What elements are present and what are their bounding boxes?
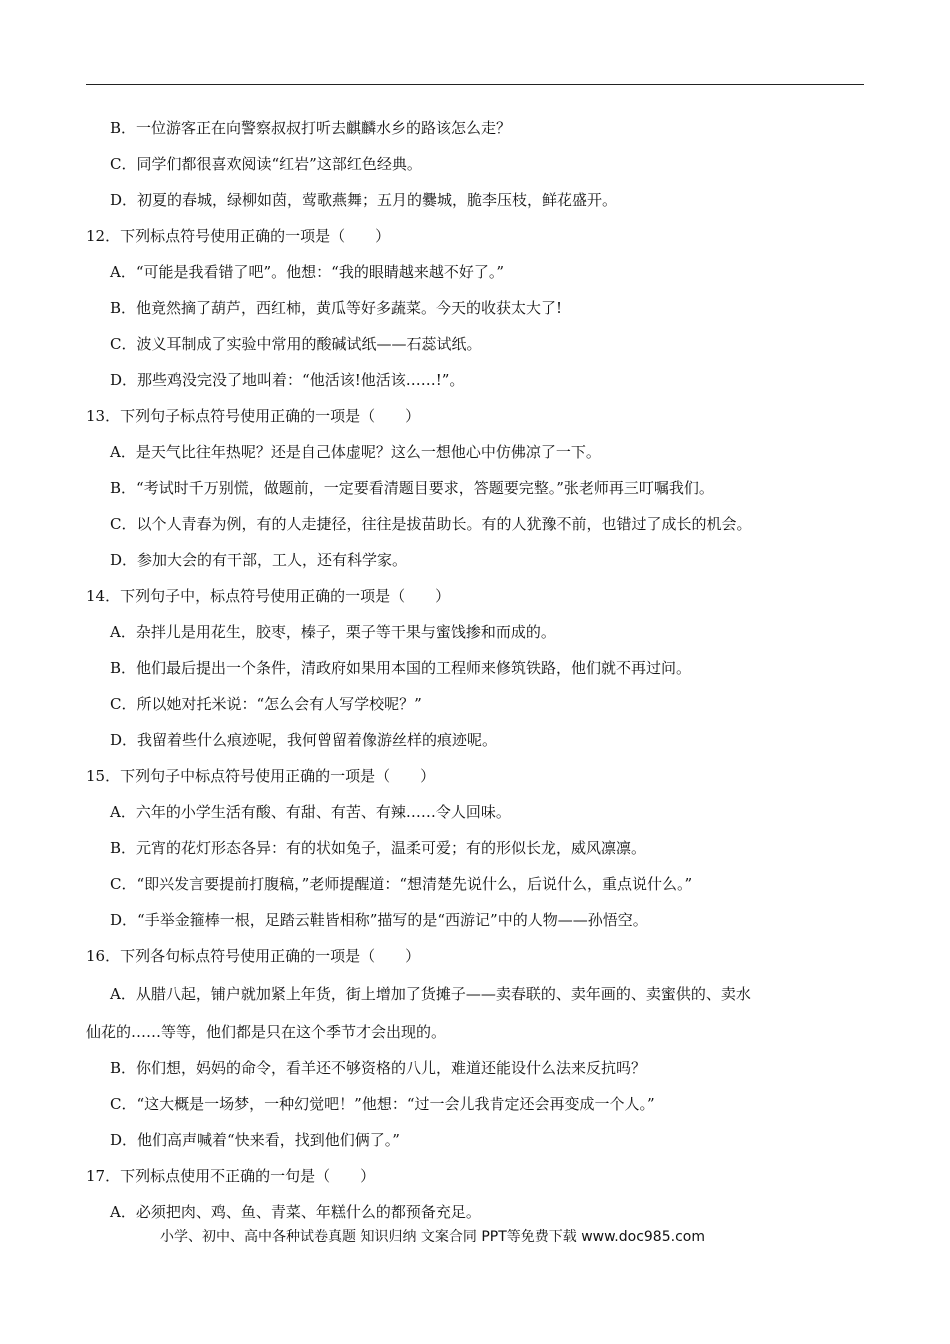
option-line: A．是天气比往年热呢？还是自己体虚呢？这么一想他心中仿佛凉了一下。 (110, 443, 601, 461)
option-line: A．六年的小学生活有酸、有甜、有苦、有辣……令人回味。 (110, 803, 511, 821)
option-line: A．必须把肉、鸡、鱼、青菜、年糕什么的都预备充足。 (110, 1203, 481, 1221)
question-stem: 17．下列标点使用不正确的一句是（ ） (86, 1167, 376, 1185)
option-line: D．那些鸡没完没了地叫着：“他活该!他活该……!”。 (110, 371, 465, 389)
option-continuation: 仙花的……等等，他们都是只在这个季节才会出现的。 (86, 1023, 447, 1041)
option-line: B．“考试时千万别慌，做题前，一定要看清题目要求，答题要完整。”张老师再三叮嘱我们。 (110, 479, 714, 497)
option-line: D．“手举金箍棒一根，足踏云鞋皆相称”描写的是“西游记”中的人物——孙悟空。 (110, 911, 648, 929)
option-line: C．波义耳制成了实验中常用的酸碱试纸——石蕊试纸。 (110, 335, 482, 353)
page-footer: 小学、初中、高中各种试卷真题 知识归纳 文案合同 PPT等免费下载 www.doc985.com (160, 1229, 705, 1245)
option-line: C．“这大概是一场梦，一种幻觉吧！”他想：“过一会儿我肯定还会再变成一个人。” (110, 1095, 655, 1113)
option-line: A．杂拌儿是用花生，胶枣，榛子，栗子等干果与蜜饯掺和而成的。 (110, 623, 556, 641)
option-line: D．我留着些什么痕迹呢，我何曾留着像游丝样的痕迹呢。 (110, 731, 498, 749)
question-stem: 12．下列标点符号使用正确的一项是（ ） (86, 227, 391, 245)
option-line: C．以个人青春为例，有的人走捷径，往往是拔苗助长。有的人犹豫不前，也错过了成长的机会。 (110, 515, 752, 533)
option-line: C．所以她对托米说：“怎么会有人写学校呢？” (110, 695, 422, 713)
question-stem: 15．下列句子中标点符号使用正确的一项是（ ） (86, 767, 436, 785)
option-line: B．他竟然摘了葫芦，西红柿，黄瓜等好多蔬菜。今天的收获太大了! (110, 299, 563, 317)
header-rule (86, 84, 864, 85)
option-line: D．初夏的春城，绿柳如茵，莺歌燕舞；五月的爨城，脆李压枝，鲜花盛开。 (110, 191, 618, 209)
option-line: B．他们最后提出一个条件，清政府如果用本国的工程师来修筑铁路，他们就不再过问。 (110, 659, 692, 677)
option-line: D．他们高声喊着“快来看，找到他们俩了。” (110, 1131, 400, 1149)
option-line: A．“可能是我看错了吧”。他想：“我的眼睛越来越不好了。” (110, 263, 505, 281)
option-line: B．元宵的花灯形态各异：有的状如兔子，温柔可爱；有的形似长龙，威风凛凛。 (110, 839, 647, 857)
option-line: C．“即兴发言要提前打腹稿，”老师提醒道：“想清楚先说什么，后说什么，重点说什么。” (110, 875, 693, 893)
question-stem: 14．下列句子中，标点符号使用正确的一项是（ ） (86, 587, 451, 605)
option-line: B．一位游客正在向警察叔叔打听去麒麟水乡的路该怎么走？ (110, 119, 512, 137)
question-stem: 16．下列各句标点符号使用正确的一项是（ ） (86, 947, 421, 965)
option-line: A．从腊八起，铺户就加紧上年货，街上增加了货摊子——卖春联的、卖年画的、卖蜜供的、卖水 (110, 985, 751, 1003)
option-line: B．你们想，妈妈的命令，看羊还不够资格的八儿，难道还能设什么法来反抗吗？ (110, 1059, 647, 1077)
option-line: D．参加大会的有干部，工人，还有科学家。 (110, 551, 408, 569)
option-line: C．同学们都很喜欢阅读“红岩”这部红色经典。 (110, 155, 422, 173)
question-stem: 13．下列句子标点符号使用正确的一项是（ ） (86, 407, 421, 425)
